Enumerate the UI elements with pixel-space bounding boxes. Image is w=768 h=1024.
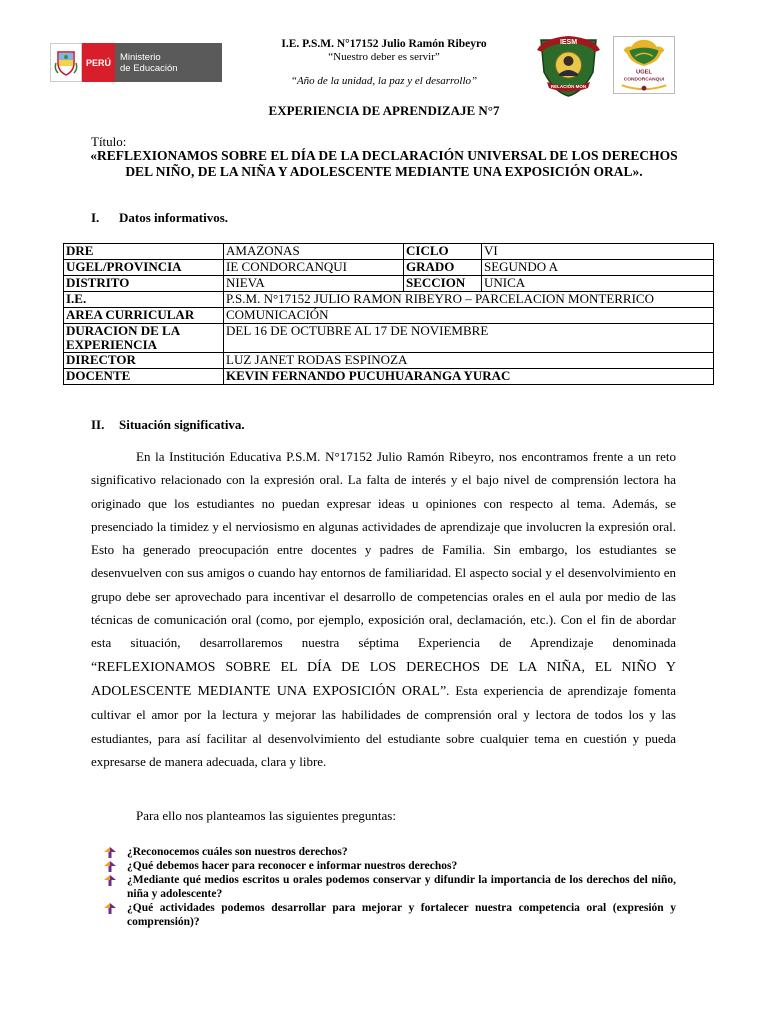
peru-shield-icon [50, 43, 82, 82]
table-value: UNICA [482, 276, 714, 292]
list-item: ¿Mediante qué medios escritos u orales podemos conservar y difundir la importancia de los derechos del niño, niña y adolescente? [104, 873, 676, 901]
info-table [63, 243, 714, 385]
table-value: COMUNICACIÓN [224, 308, 714, 324]
table-value: AMAZONAS [224, 244, 404, 260]
table-row [64, 260, 714, 276]
table-row [64, 324, 714, 353]
arrow-bullet-icon [104, 903, 116, 914]
page-header [0, 0, 768, 100]
year-name: “Año de la unidad, la paz y el desarrollo” [290, 75, 478, 87]
table-row [64, 244, 714, 260]
table-row [64, 353, 714, 369]
paragraph-text: En la Institución Educativa P.S.M. N°17152 Julio Ramón Ribeyro, nos encontramos frente a un reto significativo relacionado con la expresión oral. La falta de interés y el bajo nivel de comprensión lectora ha originado que los estudiantes no puedan expresar ideas u opiniones con respecto al tema. Además, se presenciado la timidez y el nerviosismo en algunas actividades de aprendizaje que involucren la expresión oral. Esto ha generado preocupación entre docentes y padres de Familia. Sin embargo, los estudiantes se desenvuelven con sus amigos o cuando hay entornos de familiaridad. El aspecto social y el desenvolvimiento en grupo debe ser aprovechado para incentivar el desarrollo de competencias orales en el aula por medio de las técnicas de comunicación oral (como, por ejemplo, exposición oral, declamación, etc.). Con el fin de abordar esta situación, desarrollaremos nuestra séptima Experiencia de Aprendizaje denominada [91, 449, 676, 651]
table-label: DRE [64, 244, 224, 260]
minedu-logo [50, 43, 222, 82]
school-motto: “Nuestro deber es servir” [328, 51, 440, 63]
svg-text:RELACIÓN MON: RELACIÓN MON [550, 84, 587, 89]
list-item: ¿Qué debemos hacer para reconocer e informar nuestros derechos? [104, 859, 676, 873]
title-label: Título: [91, 134, 127, 149]
table-value: SEGUNDO A [482, 260, 714, 276]
paragraph-highlight: “REFLEXIONAMOS SOBRE EL DÍA DE LOS DERECHOS DE LA NIÑA, EL NIÑO Y ADOLESCENTE MEDIANTE UNA EXPOSICIÓN ORAL” [91, 659, 676, 699]
experience-title: EXPERIENCIA DE APRENDIZAJE N°7 [268, 103, 500, 118]
ministry-label: Ministerio de Educación [115, 43, 222, 82]
school-name: I.E. P.S.M. N°17152 Julio Ramón Ribeyro [281, 38, 487, 50]
ugel-condorcanqui-logo [613, 36, 675, 94]
table-value: DEL 16 DE OCTUBRE AL 17 DE NOVIEMBRE [224, 324, 714, 353]
table-row [64, 292, 714, 308]
questions-intro: Para ello nos planteamos las siguientes preguntas: [136, 808, 396, 823]
experience-topic-title: «REFLEXIONAMOS SOBRE EL DÍA DE LA DECLARACIÓN UNIVERSAL DE LOS DERECHOS DEL NIÑO, DE LA NIÑA Y ADOLESCENTE MEDIANTE UNA EXPOSICIÓN ORAL». [90, 148, 678, 179]
table-label: UGEL/PROVINCIA [64, 260, 224, 276]
svg-text:UGEL: UGEL [635, 69, 653, 76]
school-header [234, 38, 534, 87]
paragraph-text: . Esta experiencia de aprendizaje fomenta cultivar el amor por la lectura y mejorar las habilidades de comprensión oral y lectora de todos los y las estudiantes, para así facilitar al desenvolvimiento del estudiante sobre cualquier tema en cuestión y pueda expresarse de manera adecuada, clara y libre. [91, 682, 676, 769]
table-value: VI [482, 244, 714, 260]
table-value: NIEVA [224, 276, 404, 292]
list-item: ¿Qué actividades podemos desarrollar para mejorar y fortalecer nuestra competencia oral (expresión y comprensión)? [104, 901, 676, 929]
table-row [64, 308, 714, 324]
table-label: AREA CURRICULAR [64, 308, 224, 324]
table-label: DIRECTOR [64, 353, 224, 369]
table-label: DURACION DE LA EXPERIENCIA [64, 324, 224, 353]
table-row [64, 369, 714, 385]
table-value: IE CONDORCANQUI [224, 260, 404, 276]
table-value: P.S.M. N°17152 JULIO RAMON RIBEYRO – PARCELACION MONTERRICO [224, 292, 714, 308]
table-value: LUZ JANET RODAS ESPINOZA [224, 353, 714, 369]
table-label: CICLO [404, 244, 482, 260]
questions-list [104, 845, 676, 929]
list-item: ¿Reconocemos cuáles son nuestros derechos? [104, 845, 676, 859]
svg-text:CONDORCANQUI: CONDORCANQUI [623, 77, 665, 83]
arrow-bullet-icon [104, 847, 116, 858]
arrow-bullet-icon [104, 861, 116, 872]
table-label: DISTRITO [64, 276, 224, 292]
situation-paragraph [91, 445, 676, 773]
table-value: KEVIN FERNANDO PUCUHUARANGA YURAC [224, 369, 714, 385]
arrow-bullet-icon [104, 875, 116, 886]
iesm-crest-logo [533, 32, 604, 98]
table-label: SECCION [404, 276, 482, 292]
iesm-logo-text: IESM [559, 39, 578, 46]
table-label: I.E. [64, 292, 224, 308]
section-heading-situacion: II. Situación significativa. [91, 417, 245, 432]
table-label: GRADO [404, 260, 482, 276]
peru-label: PERÚ [82, 43, 115, 82]
table-row [64, 276, 714, 292]
table-label: DOCENTE [64, 369, 224, 385]
section-heading-datos: I. Datos informativos. [91, 210, 229, 225]
